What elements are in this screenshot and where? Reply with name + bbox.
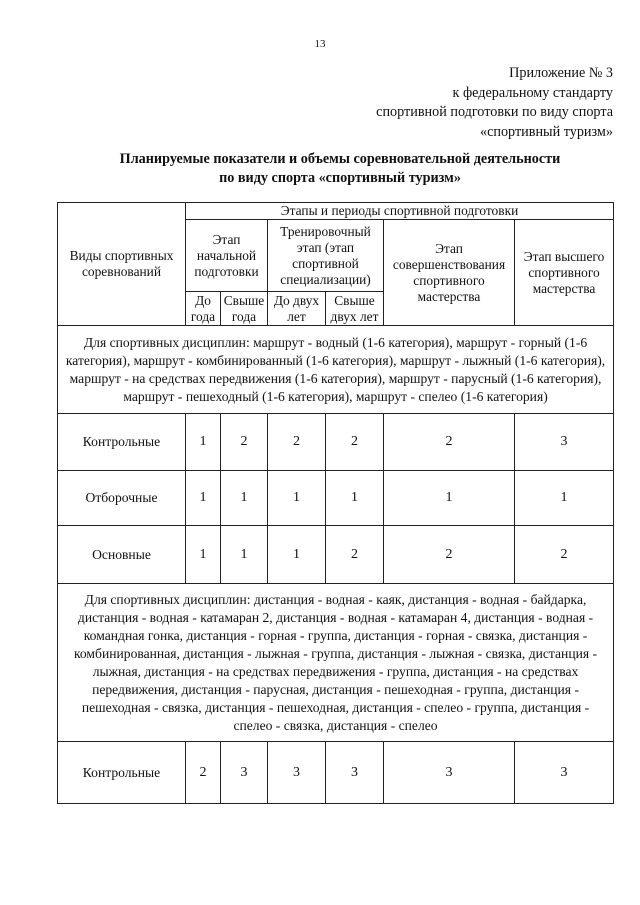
title-line-1: Планируемые показатели и объемы соревновательной деятельности	[119, 151, 561, 167]
cell-value: 2	[384, 414, 515, 471]
cell-value: 1	[268, 526, 326, 584]
title-line-2: по виду спорта «спортивный туризм»	[219, 170, 461, 186]
row-label: Основные	[58, 526, 186, 584]
header-up-to-two-years: До двух лет	[268, 292, 326, 326]
appendix-line: «спортивный туризм»	[479, 123, 613, 140]
header-up-to-year: До года	[186, 292, 221, 326]
group1-disciplines: Для спортивных дисциплин: маршрут - водный (1-6 категория), маршрут - горный (1-6 категория), маршрут - комбинированный (1-6 категория), маршрут - лыжный (1-6 категория), маршрут - на средствах передвижения (1-6 категория), маршрут - парусный (1-6 категория), маршрут - пешеходный (1-6 категория), маршрут - спелео (1-6 категория)	[58, 326, 614, 414]
cell-value: 2	[515, 526, 614, 584]
appendix-line: Приложение № 3	[509, 65, 613, 81]
cell-value: 2	[384, 526, 515, 584]
header-over-year: Свыше года	[221, 292, 268, 326]
cell-value: 1	[326, 471, 384, 526]
row-label: Контрольные	[58, 742, 186, 804]
cell-value: 2	[221, 414, 268, 471]
cell-value: 1	[221, 471, 268, 526]
cell-value: 3	[221, 742, 268, 804]
table-row	[58, 742, 614, 804]
competition-table	[57, 202, 614, 804]
cell-value: 1	[268, 471, 326, 526]
cell-value: 1	[221, 526, 268, 584]
cell-value: 3	[515, 742, 614, 804]
row-label: Контрольные	[58, 414, 186, 471]
cell-value: 2	[326, 526, 384, 584]
cell-value: 3	[384, 742, 515, 804]
table-row	[58, 526, 614, 584]
header-over-two-years: Свыше двух лет	[326, 292, 384, 326]
header-stage-initial: Этап начальной подготовки	[186, 220, 268, 292]
cell-value: 3	[268, 742, 326, 804]
header-stage-improvement: Этап совершенствования спортивного мастерства	[384, 220, 515, 326]
table-row	[58, 471, 614, 526]
header-stages: Этапы и периоды спортивной подготовки	[186, 203, 614, 220]
cell-value: 1	[186, 414, 221, 471]
cell-value: 3	[515, 414, 614, 471]
cell-value: 3	[326, 742, 384, 804]
cell-value: 2	[268, 414, 326, 471]
cell-value: 1	[384, 471, 515, 526]
appendix-line: спортивной подготовки по виду спорта	[376, 104, 613, 120]
cell-value: 2	[326, 414, 384, 471]
group2-disciplines: Для спортивных дисциплин: дистанция - водная - каяк, дистанция - водная - байдарка, дистанция - водная - катамаран 2, дистанция - водная - катамаран 4, дистанция - водная - командная гонка, дистанция - горная - группа, дистанция - горная - связка, дистанция - комбинированная, дистанция - лыжная - группа, дистанция - лыжная - связка, дистанция - лыжная, дистанция - на средствах передвижения - группа, дистанция - на средствах передвижения, дистанция - парусная, дистанция - пешеходная - группа, дистанция - пешеходная - связка, дистанция - пешеходная, дистанция - спелео - группа, дистанция - спелео - связка, дистанция - спелео	[58, 584, 614, 742]
page-number: 13	[314, 38, 326, 50]
cell-value: 1	[515, 471, 614, 526]
header-stage-training: Тренировочный этап (этап спортивной специализации)	[268, 220, 384, 292]
cell-value: 1	[186, 526, 221, 584]
appendix-block	[376, 64, 613, 142]
document-title	[0, 150, 640, 188]
appendix-line: к федеральному стандарту	[452, 84, 613, 101]
table-row	[58, 414, 614, 471]
cell-value: 2	[186, 742, 221, 804]
row-label: Отборочные	[58, 471, 186, 526]
header-competition-kinds: Виды спортивных соревнований	[58, 203, 186, 326]
cell-value: 1	[186, 471, 221, 526]
header-stage-highest: Этап высшего спортивного мастерства	[515, 220, 614, 326]
